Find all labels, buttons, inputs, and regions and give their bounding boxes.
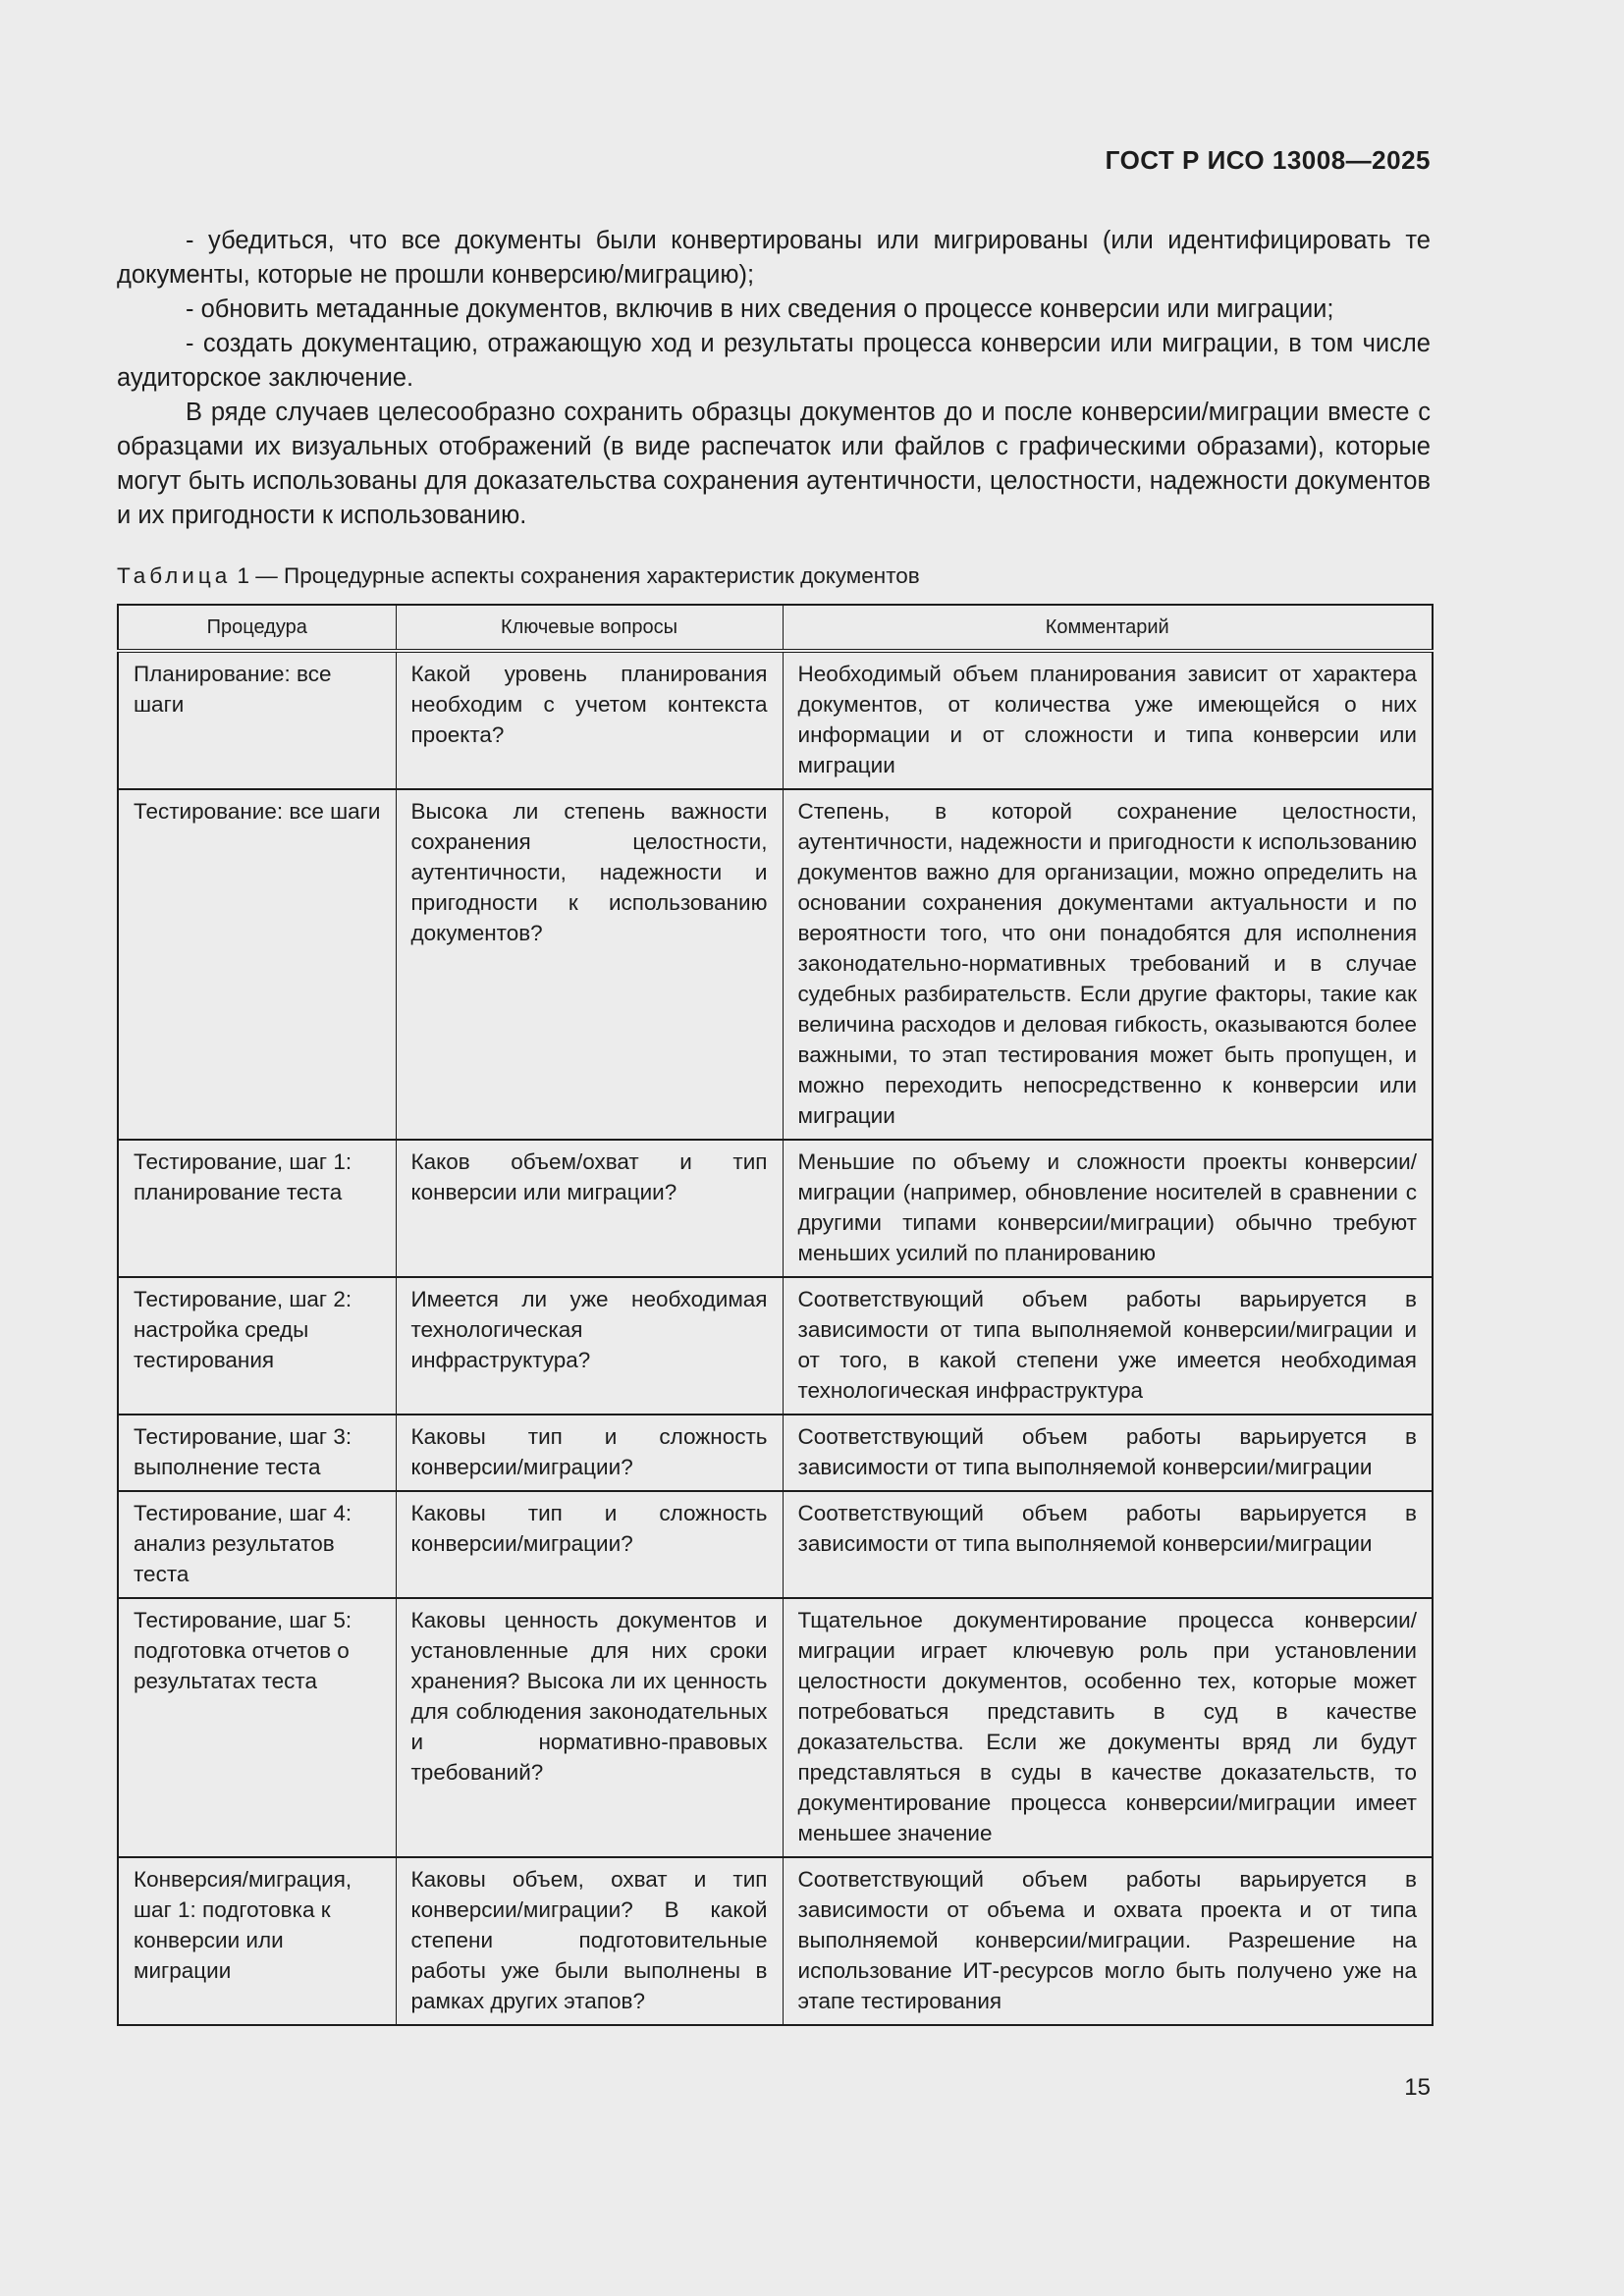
column-header-comment: Комментарий <box>783 605 1433 651</box>
table-header-row <box>118 605 1433 651</box>
cell-procedure: Тестирование, шаг 1: планирование теста <box>118 1140 396 1277</box>
procedures-table <box>117 604 1434 2026</box>
table-row <box>118 651 1433 789</box>
cell-comment: Соответствующий объем работы варьируется в зависимости от объема и охвата проекта и от типа выполняемой конверсии/миграции. Разрешение на использование ИТ-ресурсов могло быть получено уже на этапе тестирования <box>783 1857 1433 2025</box>
document-page <box>117 0 1431 2296</box>
cell-comment: Соответствующий объем работы варьируется в зависимости от типа выполняемой конверсии/миграции <box>783 1491 1433 1598</box>
cell-comment: Меньшие по объему и сложности проекты конверсии/миграции (например, обновление носителей в сравнении с другими типами конверсии/миграции) обычно требуют меньших усилий по планированию <box>783 1140 1433 1277</box>
standard-header: ГОСТ Р ИСО 13008—2025 <box>1105 145 1431 175</box>
cell-procedure: Конверсия/миграция, шаг 1: подготовка к конверсии или миграции <box>118 1857 396 2025</box>
column-header-questions: Ключевые вопросы <box>396 605 783 651</box>
table-row <box>118 1857 1433 2025</box>
cell-question: Каковы объем, охват и тип конверсии/миграции? В какой степени подготовительные работы уже были выполнены в рамках других этапов? <box>396 1857 783 2025</box>
cell-procedure: Тестирование, шаг 3: выполнение теста <box>118 1415 396 1491</box>
cell-question: Высока ли степень важности сохранения целостности, аутентичности, надежности и пригодности к использованию документов? <box>396 789 783 1140</box>
page-number: 15 <box>1404 2074 1431 2101</box>
cell-question: Каковы тип и сложность конверсии/миграции? <box>396 1491 783 1598</box>
paragraph: - обновить метаданные документов, включив в них сведения о процессе конверсии или миграции; <box>186 295 1334 323</box>
table-caption <box>117 563 920 589</box>
table-row <box>118 789 1433 1140</box>
table-row <box>118 1415 1433 1491</box>
body-text <box>117 224 1431 533</box>
table-row <box>118 1491 1433 1598</box>
cell-question: Каковы тип и сложность конверсии/миграции? <box>396 1415 783 1491</box>
cell-comment: Степень, в которой сохранение целостности, аутентичности, надежности и пригодности к использованию документов важно для организации, можно определить на основании сохранения документами актуальности и по вероятности того, что они понадобятся для исполнения законодательно-нормативных требований и в случае судебных разбирательств. Если другие факторы, такие как величина расходов и деловая гибкость, оказываются более важными, то этап тестирования может быть пропущен, и можно переходить непосредственно к конверсии или миграции <box>783 789 1433 1140</box>
table-row <box>118 1277 1433 1415</box>
table-row <box>118 1598 1433 1857</box>
cell-procedure: Тестирование: все шаги <box>118 789 396 1140</box>
cell-comment: Соответствующий объем работы варьируется в зависимости от типа выполняемой конверсии/миграции <box>783 1415 1433 1491</box>
cell-comment: Тщательное документирование процесса конверсии/миграции играет ключевую роль при установлении целостности документов, особенно тех, которые может потребоваться представить в суд в качестве доказательства. Если же документы вряд ли будут представляться в суды в качестве доказательств, то документирование процесса конверсии/миграции имеет меньшее значение <box>783 1598 1433 1857</box>
cell-procedure: Тестирование, шаг 4: анализ результатов теста <box>118 1491 396 1598</box>
table-caption-text: 1 — Процедурные аспекты сохранения характеристик документов <box>237 563 920 588</box>
cell-question: Каков объем/охват и тип конверсии или миграции? <box>396 1140 783 1277</box>
paragraph: - создать документацию, отражающую ход и результаты процесса конверсии или миграции, в том числе аудиторское заключение. <box>117 330 1431 392</box>
cell-question: Какой уровень планирования необходим с учетом контекста проекта? <box>396 651 783 789</box>
column-header-procedure: Процедура <box>118 605 396 651</box>
table-row <box>118 1140 1433 1277</box>
cell-procedure: Тестирование, шаг 2: настройка среды тестирования <box>118 1277 396 1415</box>
cell-comment: Необходимый объем планирования зависит от характера документов, от количества уже имеющейся о них информации и от сложности и типа конверсии или миграции <box>783 651 1433 789</box>
cell-procedure: Планирование: все шаги <box>118 651 396 789</box>
paragraph: В ряде случаев целесообразно сохранить образцы документов до и после конверсии/миграции вместе с образцами их визуальных отображений (в виде распечаток или файлов с графическими образами), которые могут быть использованы для доказательства сохранения аутентичности, целостности, надежности документов и их пригодности к использованию. <box>117 399 1431 529</box>
cell-question: Имеется ли уже необходимая технологическая инфраструктура? <box>396 1277 783 1415</box>
table-caption-label: Таблица <box>117 563 232 588</box>
cell-question: Каковы ценность документов и установленные для них сроки хранения? Высока ли их ценность для соблюдения законодательных и нормативно-правовых требований? <box>396 1598 783 1857</box>
cell-procedure: Тестирование, шаг 5: подготовка отчетов о результатах теста <box>118 1598 396 1857</box>
cell-comment: Соответствующий объем работы варьируется в зависимости от типа выполняемой конверсии/миграции и от того, в какой степени уже имеется необходимая технологическая инфраструктура <box>783 1277 1433 1415</box>
paragraph: - убедиться, что все документы были конвертированы или мигрированы (или идентифицировать те документы, которые не прошли конверсию/миграцию); <box>117 227 1431 289</box>
